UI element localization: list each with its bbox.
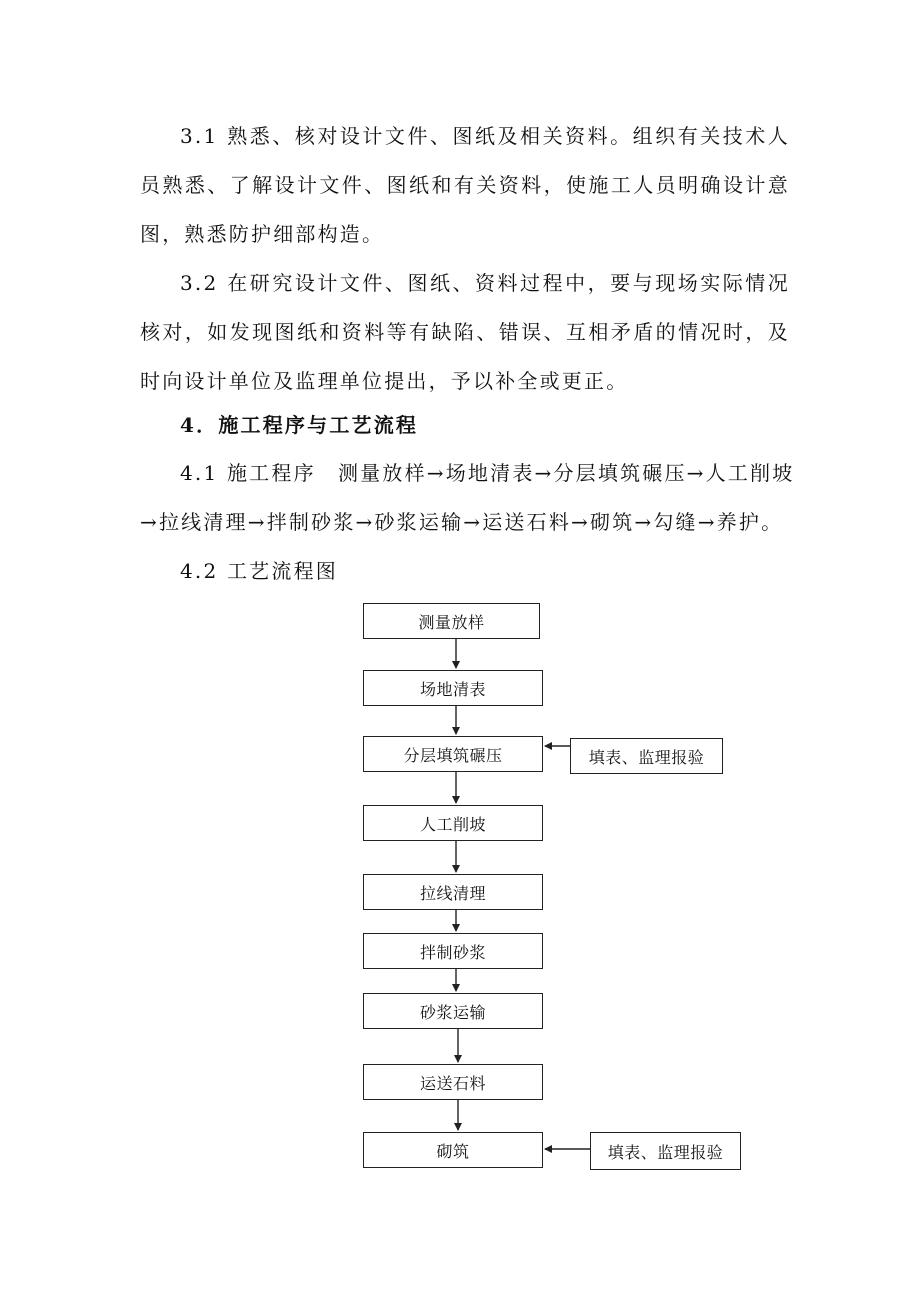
flow-step-5: 拉线清理 — [363, 874, 543, 910]
flow-step-7: 砂浆运输 — [363, 993, 543, 1029]
flow-step-3: 分层填筑碾压 — [363, 736, 543, 772]
sequence-line-1: 4.1 施工程序 测量放样→场地清表→分层填筑碾压→人工削坡 — [180, 461, 795, 485]
section-4-heading: 4．施工程序与工艺流程 — [180, 413, 419, 437]
flow-step-2: 场地清表 — [363, 670, 543, 706]
paragraph-3-1: 3.1 熟悉、核对设计文件、图纸及相关资料。组织有关技术人员熟悉、了解设计文件、图纸和有关资料，使施工人员明确设计意图，熟悉防护细部构造。 — [140, 124, 790, 246]
paragraph-3-2: 3.2 在研究设计文件、图纸、资料过程中，要与现场实际情况核对，如发现图纸和资料等有缺陷、错误、互相矛盾的情况时，及时向设计单位及监理单位提出，予以补全或更正。 — [140, 271, 790, 393]
flow-step-6: 拌制砂浆 — [363, 933, 543, 969]
flow-step-4: 人工削坡 — [363, 805, 543, 841]
flow-step-9: 砌筑 — [363, 1132, 543, 1168]
flowchart-title: 4.2 工艺流程图 — [180, 559, 338, 583]
side-note-1: 填表、监理报验 — [570, 738, 723, 774]
flow-step-8: 运送石料 — [363, 1064, 543, 1100]
side-note-2: 填表、监理报验 — [590, 1132, 741, 1170]
flow-step-1: 测量放样 — [363, 603, 540, 639]
sequence-line-2: →拉线清理→拌制砂浆→砂浆运输→运送石料→砌筑→勾缝→养护。 — [140, 510, 784, 534]
